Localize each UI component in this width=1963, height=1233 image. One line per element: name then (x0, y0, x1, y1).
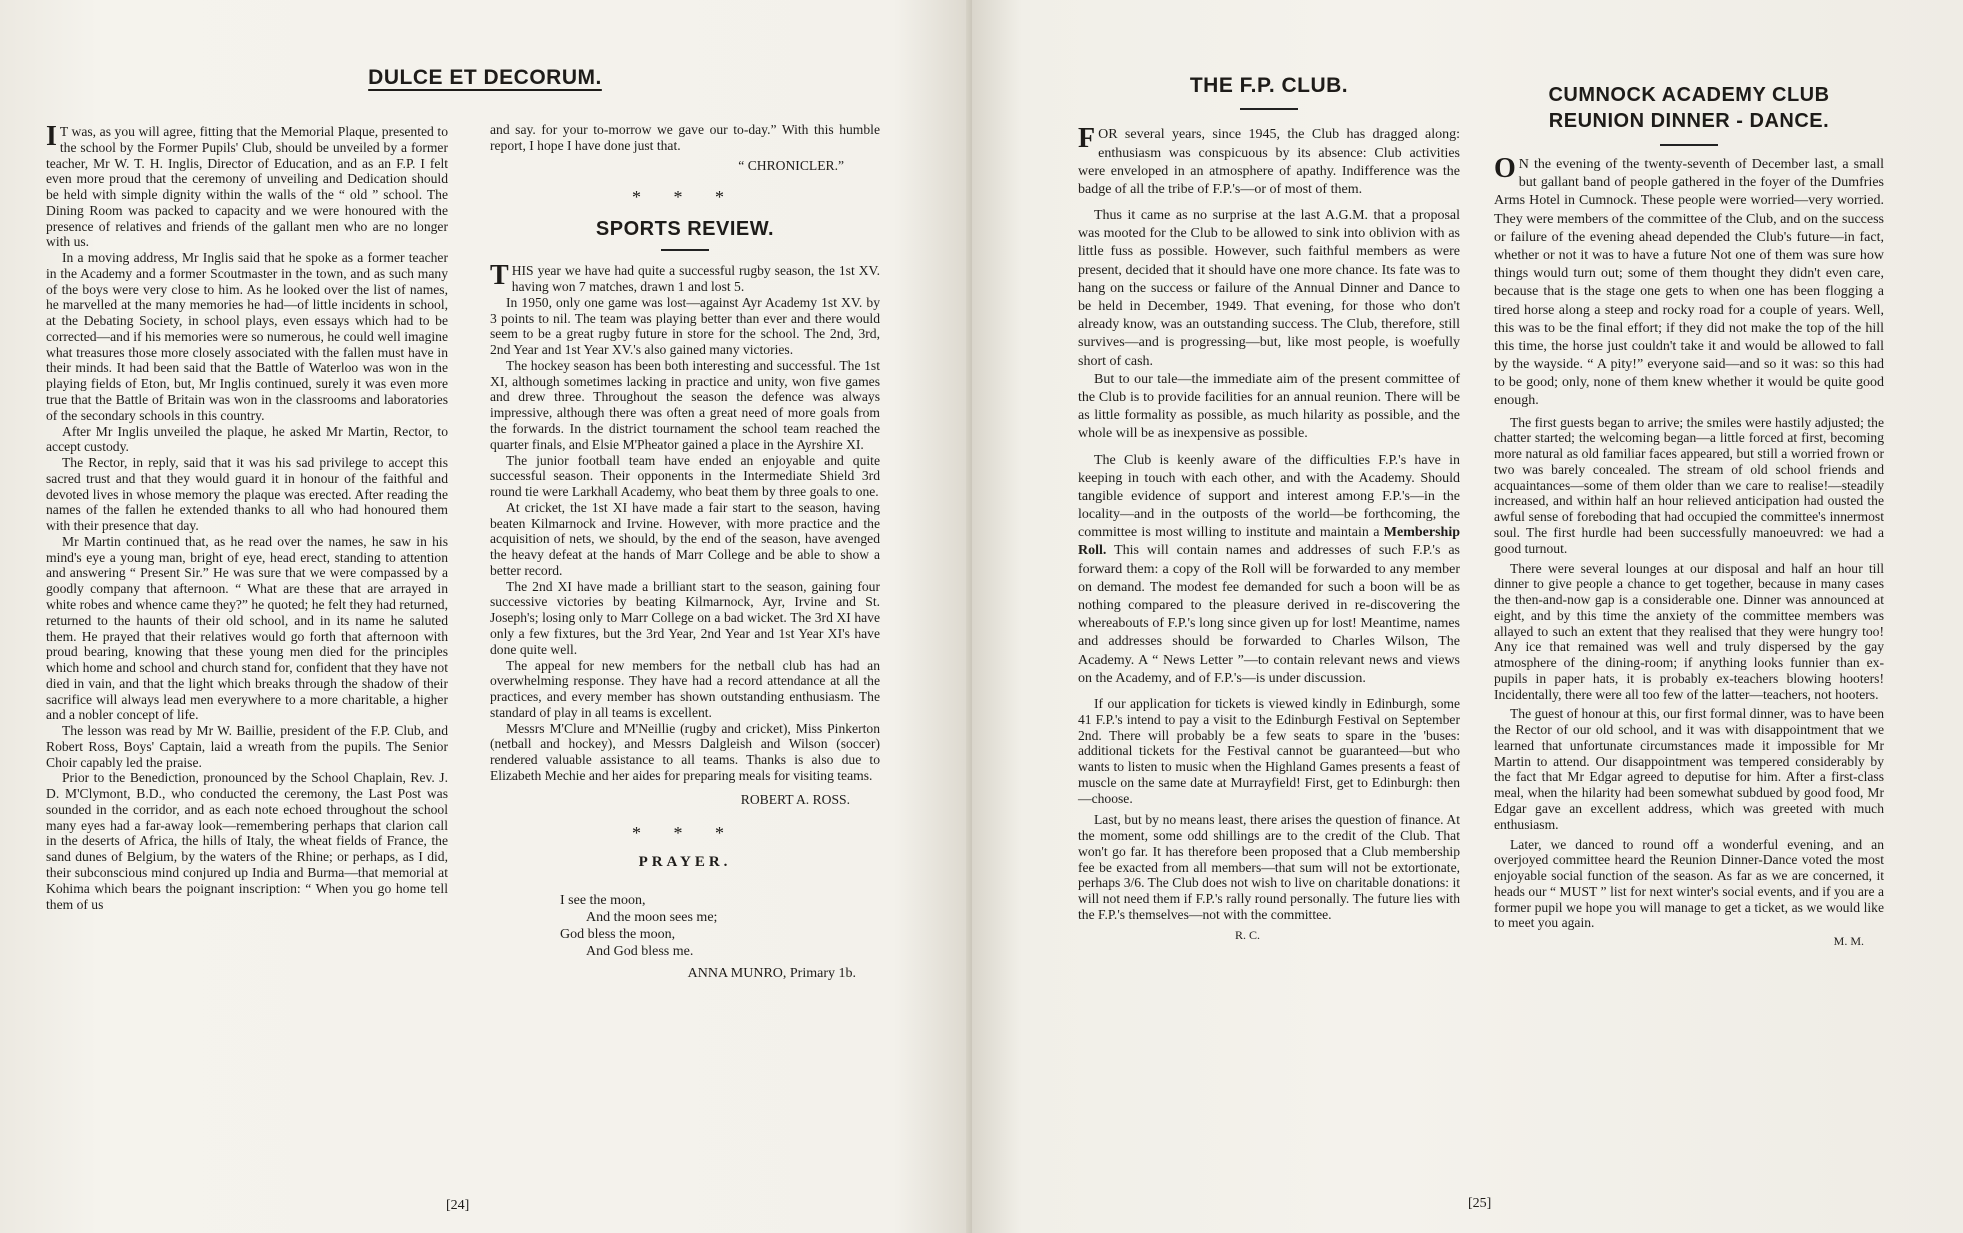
right-column-1 (1078, 74, 1460, 943)
section-divider-stars: * * * (632, 187, 738, 208)
paragraph: In 1950, only one game was lost—against Ayr Academy 1st XV. by 3 points to nil. The team was playing better than ever and there would seem to be a great rugby future in store for the school. The 2nd, 3rd, 2nd Year and 1st Year XV.'s also gained many victories. (490, 294, 880, 358)
paragraph: There were several lounges at our disposal and half an hour till dinner to give people a chance to get together, because in many cases the then-and-now gap is a considerable one. Dinner was announced at eight, and by this time the anxiety of the committee members was allayed to such an extent that they realised that they were hungry too! Any ice that remained was well and truly dispersed by the gay atmosphere of the dining-room; if anything looks funnier than ex-pupils in paper hats, it is probably ex-teachers blowing hooters! Incidentally, there were all too few of the latter—teachers, not hooters. (1494, 560, 1884, 702)
article-title-cumnock: CUMNOCK ACADEMY CLUB REUNION DINNER - DANCE. (1548, 84, 1830, 132)
paragraph: The 2nd XI have made a brilliant start to the season, gaining four successive victories by beating Kilmarnock, Ayr, Irvine and St. Joseph's; losing only to Marr College on a bad wicket. The 3rd XI have only a few fixtures, but the 3rd Year, 2nd Year and 1st Year XI's have done quite well. (490, 578, 880, 657)
paragraph: The Club is keenly aware of the difficulties F.P.'s have in keeping in touch with each other, and with the Academy. Should tangible evidence of support and interest among F.P.'s—in the locality—and in the outposts of the world—be forthcoming, the committee is most willing to institute and maintain a Membership Roll. This will contain names and addresses of such F.P.'s as forward them: a copy of the Roll will be forwarded to any member on demand. The modest fee demanded for such a boon will be as nothing compared to the pleasure derived in re-discovering the whereabouts of F.P.'s long since given up for lost! Meantime, names and addresses should be forwarded to Charles Wilson, The Academy. A “ News Letter ”—to contain relevant news and views on the Academy, and of F.P.'s—is under discussion. (1078, 452, 1460, 686)
paragraph: The lesson was read by Mr W. Baillie, president of the F.P. Club, and Robert Ross, Boys' Captain, laid a wreath from the pupils. The Senior Choir capably led the praise. (46, 723, 448, 770)
paragraph: The guest of honour at this, our first formal dinner, was to have been the Rector of our old school, and it was with disappointment that we learned that unfortunate circumstances made it impossible for Mr Martin to attend. Our disappointment was tempered considerably by the fact that Mr Edgar agreed to deputise for him. After a first-class meal, when the hilarity had been somewhat subdued by good food, Mr Edgar gave an excellent address, which was greeted with much enthusiasm. (1494, 706, 1884, 832)
paragraph: The appeal for new members for the netball club has had an overwhelming response. They have had a record attendance at all the practices, and every member has shown outstanding enthusiasm. The standard of play in all teams is excellent. (490, 657, 880, 720)
prayer-title: PRAYER. (638, 854, 732, 871)
paragraph: Prior to the Benediction, pronounced by the School Chaplain, Rev. J. D. M'Clymont, B.D., who conducted the ceremony, the Last Post was sounded in the corridor, and as each note echoed throughout the school many eyes had a far-away look—remembering perhaps that clarion call in the deserts of Africa, the hills of Italy, the wheat fields of France, the sand dunes of Belgium, by the waters of the Rhine; or perhaps, as I did, their subconscious mind conjured up India and Burma—that memorial at Kohima which bears the poignant inscription: “ When you go home tell them of us (46, 770, 448, 912)
title-rule (1240, 108, 1298, 110)
paragraph: The junior football team have ended an enjoyable and quite successful season. Their opponents in the Intermediate Shield 3rd round tie were Larkhall Academy, who beat them by three goals to one. (490, 452, 880, 500)
paragraph: Thus it came as no surprise at the last A.G.M. that a proposal was mooted for the Club to be allowed to sink into oblivion with as little fuss as possible. However, such faithful members as were present, decided that it should have one more chance. Its fate was to hang on the success or failure of the Annual Dinner and Dance to be held in December, 1949. That evening, for those who don't already know, was an outstanding success. The Club, therefore, still survives—and is progressing—but, like most people, is woefully short of cash. (1078, 208, 1460, 369)
fp-club-body-lower (1078, 696, 1460, 923)
poem-line: And God bless me. (586, 943, 694, 959)
section-divider-stars: * * * (632, 823, 738, 844)
poem-line: And the moon sees me; (586, 909, 718, 925)
page-number: [25] (1468, 1196, 1492, 1211)
article-title-dulce: DULCE ET DECORUM. (368, 66, 602, 89)
paragraph: In a moving address, Mr Inglis said that he spoke as a former teacher in the Academy and a former Scoutmaster in the town, and as such many of the boys were very close to him. As he looked over the list of names, he marvelled at the many memories he had—of little incidents in school, at the Debating Society, in school plays, even essays which had to be corrected—and if his memories were so numerous, he could well imagine what treasures those more closely associated with the fallen must have in their minds. It had been said that the Battle of Waterloo was won in the playing fields of Eton, but, Mr Inglis continued, surely it was even more true that the Battle of Britain was won in the classrooms and laboratories of the secondary schools in this country. (46, 250, 448, 423)
paragraph: I T was, as you will agree, fitting that the Memorial Plaque, presented to the school by the Former Pupils' Club, should be unveiled by a former teacher, Mr W. T. H. Inglis, Director of Education, and as an F.P. I felt even more proud that the ceremony of unveiling and Dedication should be held with simple dignity within the walls of the “ old ” school. The Dining Room was packed to capacity and we were honoured with the presence of relatives and friends of the gallant men who are no longer with us. (46, 121, 448, 250)
paragraph: The hockey season has been both interesting and successful. The 1st XI, although sometimes lacking in practice and unity, won five games and drew three. Throughout the season the defence was always impressive, although there was often a great need of more goals from the forwards. In the district tournament the school team reached the quarter finals, and Elsie M'Pheator gained a place in the Ayrshire XI. (490, 357, 880, 452)
paragraph: If our application for tickets is viewed kindly in Edinburgh, some 41 F.P.'s intend to pay a visit to the Edinburgh Festival on September 2nd. There will probably be a few seats to spare in the 'buses: additional tickets for the Festival cannot be guaranteed—but who wants to listen to music when the Highland Games presents a feast of muscle on the same date at Murrayfield! First, get to Edinburgh: then—choose. (1078, 695, 1460, 806)
paragraph: After Mr Inglis unveiled the plaque, he asked Mr Martin, Rector, to accept custody. (46, 423, 448, 455)
poem-author: ANNA MUNRO, Primary 1b. (687, 965, 856, 981)
right-column-2 (1494, 82, 1884, 949)
cumnock-body (1494, 153, 1884, 931)
right-page (972, 0, 1963, 1233)
poem-line: God bless the moon, (560, 926, 676, 942)
paragraph: Last, but by no means least, there arises the question of finance. At the moment, some odd shillings are to the credit of the Club. That won't go far. It has therefore been proposed that a Club membership fee be exacted from all members—that sum will not be extortionate, perhaps 3/6. The Club does not wish to live on charitable donations: it will not need them if F.P.'s rally round personally. The future lies with the F.P.'s themselves—not with the committee. (1078, 812, 1460, 922)
continuation-text: and say. for your to-morrow we gave our to-day.” With this humble report, I hope I have done just that. (490, 122, 880, 153)
paragraph: FOR several years, since 1945, the Club has dragged along: enthusiasm was conspicuous by its absence: Club activities were enveloped in an atmosphere of apathy. Indifference was the badge of all the tribe of F.P.'s—or of most of them. (1078, 123, 1460, 197)
page-number: [24] (446, 1198, 470, 1213)
poem-line: I see the moon, (560, 892, 646, 908)
sports-signature: ROBERT A. ROSS. (740, 791, 850, 807)
chronicler-signature: “ CHRONICLER.” (738, 157, 844, 173)
paragraph: The first guests began to arrive; the smiles were hastily adjusted; the chatter started; the welcoming began—a little forced at first, becoming more natural as old familiar faces appeared, but still a worried frown or two was barely concealed. The stream of old school friends and acquaintances—some of them older than we care to realise!—steadily increased, and within half an hour relieved anticipation had ousted the awful sense of foreboding that had occupied the committee's innermost soul. The first hurdle had been successfully manoeuvred: we had a good turnout. (1494, 414, 1884, 556)
paragraph: At cricket, the 1st XI have made a fair start to the season, having beaten Kilmarnock and Irvine. However, with more practice and the acquisition of nets, we should, by the end of the season, have avenged the heavy defeat at the hands of Marr College and be able to show a better record. (490, 499, 880, 578)
title-rule (1660, 144, 1718, 146)
left-column-1 (46, 121, 448, 912)
membership-roll-label: Membership Roll. (1078, 525, 1460, 559)
paragraph: O N the evening of the twenty-seventh of December last, a small but gallant band of people gathered in the foyer of the Dumfries Arms Hotel in Cumnock. These people were worried—very worried. They were members of the committee of the Club, and on the success or failure of the evening ahead depended the Club's future—in fact, whether or not it was to have a future Not one of them was sure how things would turn out; some of them thought they didn't even care, because that is the stage one gets to when one has been flogging a tired horse along a steep and rocky road for a couple of years. Well, this was to be the final effort; if they did not make the top of the hill this time, the horse just couldn't take it and would be allowed to fall by the wayside. “ A pity!” everyone said—and so it was: so this had to be good; only, none of them knew whether it would be quite good enough. (1494, 153, 1884, 409)
fp-club-signature: R. C. (1234, 927, 1260, 942)
paragraph: The Rector, in reply, said that it was his sad privilege to accept this sacred trust and that they would guard it in honour of the faithful and devoted lives in whose memory the plaque was erected. After reading the names of the fallen he extended thanks to all who had honoured them with their presence that day. (46, 455, 448, 534)
article-title-fp-club: THE F.P. CLUB. (1189, 74, 1349, 97)
paragraph: Mr Martin continued that, as he read over the names, he saw in his mind's eye a young man, bright of eye, head erect, standing to attention and answering “ Present Sir.” He was sure that we were compassed by a goodly company that afternoon. “ What are these that are arrayed in white robes and whence came they?” he quoted; he felt they had returned, returned to the haunts of their old school, and in its name he saluted them. He prayed that their relatives would go forth that afternoon with proud bearing, knowing that these young men died for the principles which home and school and church stand for, confident that they have not died in vain, and that the light which breaks through the shadow of their sacrifice will always lead men everywhere to a more charitable, a higher and a nobler concept of life. (46, 533, 448, 723)
paragraph: Later, we danced to round off a wonderful evening, and an overjoyed committee heard the Reunion Dinner-Dance voted the most enjoyable social function of the season. As far as we are concerned, it heads our “ MUST ” list for next winter's social events, and if you are a former pupil we hope you will manage to get a ticket, as we would like to meet you again. (1494, 836, 1884, 931)
left-page (0, 0, 972, 1233)
paragraph: But to our tale—the immediate aim of the present committee of the Club is to provide facilities for an annual reunion. There will be as little formality as possible, as much hilarity as possible, and the whole will be as inexpensive as possible. (1078, 371, 1460, 442)
fp-club-body (1078, 123, 1460, 688)
prayer-poem (490, 892, 880, 960)
title-rule (661, 249, 709, 251)
article-title-sports: SPORTS REVIEW. (595, 218, 775, 241)
paragraph: Messrs M'Clure and M'Neillie (rugby and cricket), Miss Pinkerton (netball and hockey), and Messrs Dalgleish and Wilson (soccer) rendered valuable assistance to all teams. Thanks is also due to Elizabeth Mechie and her aides for preparing meals for visiting teams. (490, 720, 880, 783)
left-column-2 (490, 122, 880, 982)
cumnock-signature: M. M. (1833, 934, 1864, 949)
paragraph: THIS year we have had quite a successful rugby season, the 1st XV. having won 7 matches, drawn 1 and lost 5. (490, 260, 880, 295)
